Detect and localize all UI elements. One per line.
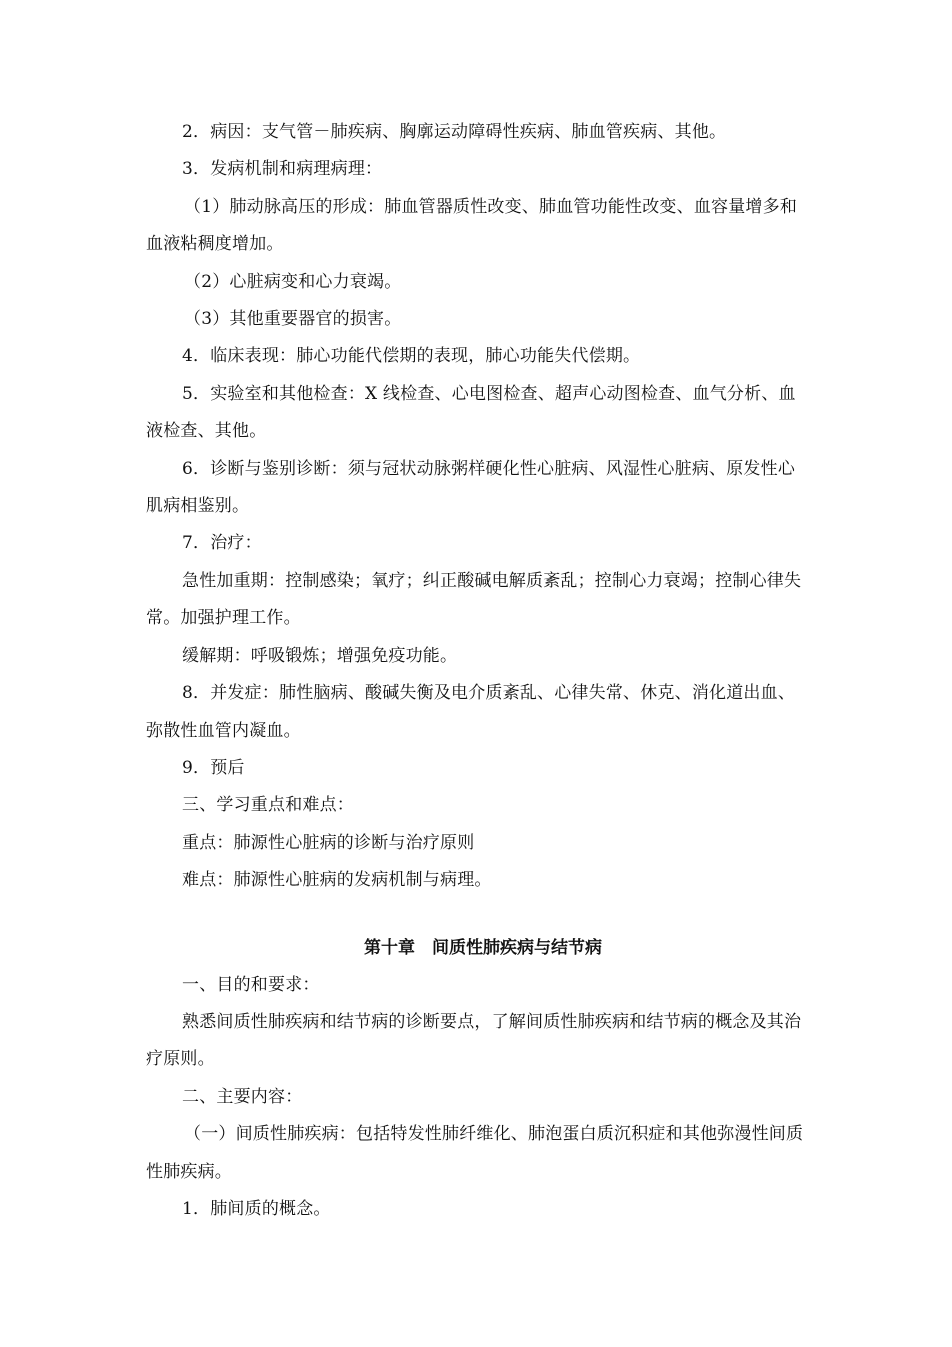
paragraph-objectives-heading: 一、目的和要求： <box>182 974 320 995</box>
paragraph-heart-failure: （2）心脏病变和心力衰竭。 <box>184 271 402 292</box>
paragraph-objectives: 熟悉间质性肺疾病和结节病的诊断要点，了解间质性肺疾病和结节病的概念及其治疗原则。 <box>146 1011 802 1070</box>
paragraph-complications: 8．并发症：肺性脑病、酸碱失衡及电介质紊乱、心律失常、休克、消化道出血、弥散性血管内凝血。 <box>146 683 796 741</box>
paragraph-remission-phase: 缓解期：呼吸锻炼；增强免疫功能。 <box>182 645 458 666</box>
paragraph-difficult-point: 难点：肺源性心脏病的发病机制与病理。 <box>182 870 492 891</box>
paragraph-pulmonary-hypertension: （1）肺动脉高压的形成：肺血管器质性改变、肺血管功能性改变、血容量增多和血液粘稠度增加。 <box>146 196 798 255</box>
paragraph-prognosis: 9．预后 <box>182 757 245 778</box>
paragraph-organ-damage: （3）其他重要器官的损害。 <box>184 309 402 330</box>
paragraph-key-point: 重点：肺源性心脏病的诊断与治疗原则 <box>182 832 475 853</box>
paragraph-main-content-heading: 二、主要内容： <box>182 1086 303 1107</box>
paragraph-lab-tests: 5．实验室和其他检查：X 线检查、心电图检查、超声心动图检查、血气分析、血液检查、其他。 <box>146 383 796 442</box>
paragraph-treatment-heading: 7．治疗： <box>182 533 262 554</box>
chapter-title: 第十章 间质性肺疾病与结节病 <box>364 937 602 958</box>
paragraph-clinical-manifestation: 4．临床表现：肺心功能代偿期的表现，肺心功能失代偿期。 <box>182 346 641 367</box>
paragraph-key-points-heading: 三、学习重点和难点： <box>182 795 354 816</box>
section-spacer <box>146 900 810 930</box>
paragraph-acute-phase: 急性加重期：控制感染；氧疗；纠正酸碱电解质紊乱；控制心力衰竭；控制心律失常。加强护理工作。 <box>146 570 802 629</box>
paragraph-etiology: 2．病因：支气管－肺疾病、胸廓运动障碍性疾病、肺血管疾病、其他。 <box>182 122 727 142</box>
document-page <box>146 114 810 1228</box>
paragraph-diagnosis: 6．诊断与鉴别诊断：须与冠状动脉粥样硬化性心脏病、风湿性心脏病、原发性心肌病相鉴别。 <box>146 458 796 517</box>
paragraph-interstitial-disease: （一）间质性肺疾病：包括特发性肺纤维化、肺泡蛋白质沉积症和其他弥漫性间质性肺疾病。 <box>146 1124 804 1182</box>
paragraph-pathogenesis-heading: 3．发病机制和病理病理： <box>182 159 383 180</box>
paragraph-interstitium-concept: 1．肺间质的概念。 <box>182 1198 331 1219</box>
